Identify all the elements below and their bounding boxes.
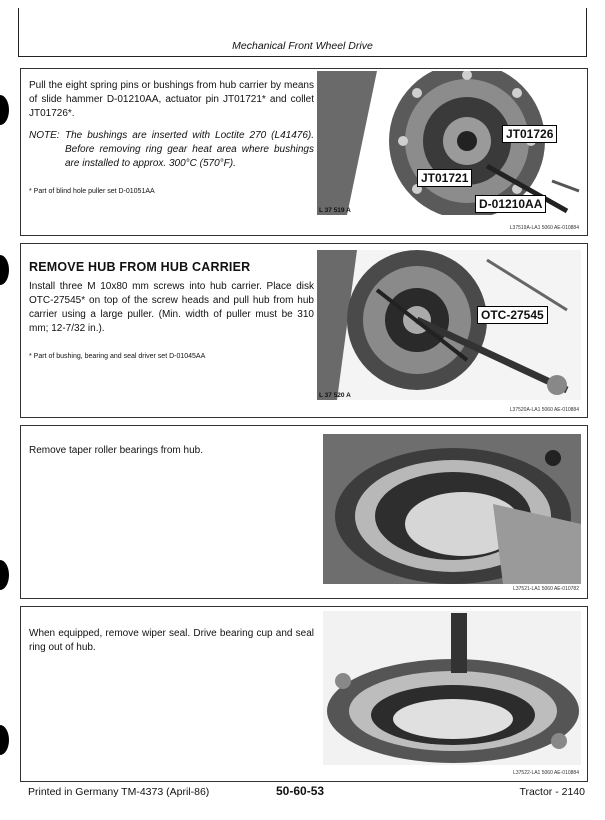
binder-hole <box>0 95 9 125</box>
callout-otc27545: OTC-27545 <box>477 306 548 324</box>
ref-code: L37521-LA1 5060 AE-010782 <box>513 586 579 592</box>
callout-d01210aa: D-01210AA <box>475 195 546 213</box>
panel-body: When equipped, remove wiper seal. Drive bearing cup and seal ring out of hub. <box>29 628 314 653</box>
panel-footnote: * Part of bushing, bearing and seal driver set D-01045AA <box>29 353 206 360</box>
instruction-panel-1 <box>20 68 588 236</box>
photo-id: L 37 519 A <box>319 207 351 214</box>
photo-hub-carrier-pins <box>317 71 581 215</box>
panel-body: Pull the eight spring pins or bushings from hub carrier by means of slide hammer D-01210AA, actuator pin JT01721* and collet JT01726*. <box>29 80 314 119</box>
footer-print-info: Printed in Germany TM-4373 (April-86) <box>28 786 210 798</box>
note-label: NOTE: <box>29 130 60 141</box>
binder-hole <box>0 725 9 755</box>
photo-hub-puller <box>317 250 581 400</box>
callout-jt01721: JT01721 <box>417 169 472 187</box>
ref-code: L37522-LA1 5060 AE-010884 <box>513 770 579 776</box>
header-bottom-rule <box>18 56 587 57</box>
panel-text <box>29 444 314 458</box>
instruction-panel-3 <box>20 425 588 599</box>
panel-text <box>29 260 314 364</box>
ref-code: L37520A-LA1 5060 AE-010884 <box>509 407 579 413</box>
photo-taper-roller-bearing <box>323 434 581 584</box>
panel-footnote: * Part of blind hole puller set D-01051AA <box>29 188 155 195</box>
binder-hole <box>0 560 9 590</box>
panel-note <box>29 129 314 171</box>
note-text: The bushings are inserted with Loctite 270 (L41476). Before removing ring gear heat area where bushings are installed to approx. 300°C (570°F). <box>65 130 314 169</box>
photo-bearing-cup-removal <box>323 611 581 765</box>
section-heading: REMOVE HUB FROM HUB CARRIER <box>29 260 251 274</box>
panel-text <box>29 79 314 199</box>
panel-body: Install three M 10x80 mm screws into hub carrier. Place disk OTC-27545* on top of the screw heads and pull hub from hub carrier using a large puller. (Min. width of puller must be 310 mm; 12-7/32 in.). <box>29 281 314 334</box>
ref-code: L37519A-LA1 5060 AE-010884 <box>509 225 579 231</box>
panel-body: Remove taper roller bearings from hub. <box>29 445 203 456</box>
page-number: 50-60-53 <box>276 784 325 798</box>
page-title: Mechanical Front Wheel Drive <box>232 40 373 52</box>
footer-model: Tractor - 2140 <box>519 786 585 798</box>
callout-jt01726: JT01726 <box>502 125 557 143</box>
instruction-panel-4 <box>20 606 588 782</box>
binder-hole <box>0 255 9 285</box>
panel-text <box>29 627 314 655</box>
photo-id: L 37 520 A <box>319 392 351 399</box>
instruction-panel-2 <box>20 243 588 418</box>
